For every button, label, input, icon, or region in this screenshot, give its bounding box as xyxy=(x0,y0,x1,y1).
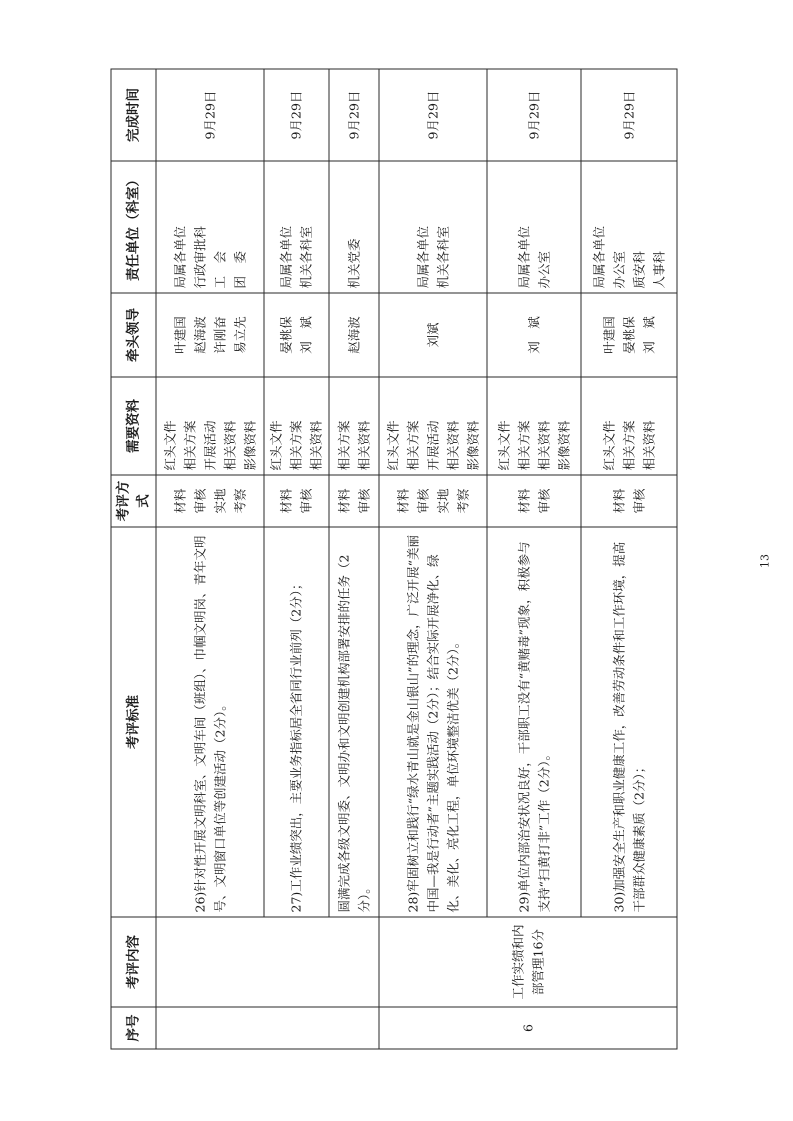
table-row xyxy=(156,69,264,1049)
time-cell: 9月29日 xyxy=(487,69,581,161)
leader-cell: 刘斌 xyxy=(379,293,487,377)
leader-cell: 刘 斌 xyxy=(487,293,581,377)
method-cell: 材料 审核 实地 考察 xyxy=(156,475,264,527)
header-materials: 需要资料 xyxy=(111,377,156,475)
unit-cell: 局属各单位 机关各科室 xyxy=(264,161,329,293)
table-row xyxy=(581,69,677,1049)
header-leader: 牵头领导 xyxy=(111,293,156,377)
standard-cell: 圆满完成各级文明委、文明办和文明创建机构部署安排的任务（2分）。 xyxy=(329,527,379,917)
unit-cell: 局属各单位 办公室 质安科 人事科 xyxy=(581,161,677,293)
method-cell: 材料 审核 实地 考察 xyxy=(379,475,487,527)
header-unit: 责任单位（科室） xyxy=(111,161,156,293)
unit-cell: 机关党委 xyxy=(329,161,379,293)
materials-cell: 红头文件 相关方案 相关资料 xyxy=(264,377,329,475)
time-cell: 9月29日 xyxy=(329,69,379,161)
standard-cell: 26)针对性开展文明科室、文明车间（班组）、巾帼文明岗、青年文明号、文明窗口单位等创建活动（2分）。 xyxy=(156,527,264,917)
standard-cell: 30)加强安全生产和职业健康工作，改善劳动条件和工作环境，提高干部群众健康素质（2分）； xyxy=(581,527,677,917)
standard-cell: 28)牢固树立和践行“绿水青山就是金山银山”的理念，广泛开展“美丽中国—我是行动者”主题实践活动（2分）；结合实际开展净化、绿化、美化、亮化工程，单位环境整洁优美（2分）。 xyxy=(379,527,487,917)
group-seq: 6 xyxy=(379,1007,677,1049)
method-cell: 材料 审核 xyxy=(264,475,329,527)
table-row xyxy=(329,69,379,1049)
header-standard: 考评标准 xyxy=(111,527,156,917)
unit-cell: 局属各单位 机关各科室 xyxy=(379,161,487,293)
table-row xyxy=(487,69,581,1049)
materials-cell: 红头文件 相关方案 相关资料 影像资料 xyxy=(487,377,581,475)
leader-cell: 赵海波 xyxy=(329,293,379,377)
time-cell: 9月29日 xyxy=(379,69,487,161)
time-cell: 9月29日 xyxy=(581,69,677,161)
header-method: 考评方式 xyxy=(111,475,156,527)
table-row xyxy=(379,69,487,1049)
materials-cell: 红头文件 相关方案 相关资料 xyxy=(581,377,677,475)
header-seq: 序号 xyxy=(111,1007,156,1049)
standard-cell: 27)工作业绩突出，主要业务指标居全省同行业前列（2分）； xyxy=(264,527,329,917)
time-cell: 9月29日 xyxy=(156,69,264,161)
materials-cell: 红头文件 相关方案 开展活动 相关资料 影像资料 xyxy=(379,377,487,475)
evaluation-table xyxy=(110,68,677,1049)
materials-cell: 红头文件 相关方案 开展活动 相关资料 影像资料 xyxy=(156,377,264,475)
standard-cell: 29)单位内部治安状况良好，干部职工没有“黄赌毒”现象，积极参与支持“扫黄打非”工作（2分）。 xyxy=(487,527,581,917)
unit-cell: 局属各单位 行政审批科 工 会 团 委 xyxy=(156,161,264,293)
group-content-upper xyxy=(156,917,379,1007)
method-cell: 材料 审核 xyxy=(581,475,677,527)
table-row xyxy=(264,69,329,1049)
unit-cell: 局属各单位 办公室 xyxy=(487,161,581,293)
group-seq-upper xyxy=(156,1007,379,1049)
leader-cell: 叶建国 晏桃保 刘 斌 xyxy=(581,293,677,377)
materials-cell: 相关方案 相关资料 xyxy=(329,377,379,475)
header-time: 完成时间 xyxy=(111,69,156,161)
method-cell: 材料 审核 xyxy=(487,475,581,527)
group-content: 工作实绩和内部管理16分 xyxy=(379,917,677,1007)
header-content: 考评内容 xyxy=(111,917,156,1007)
leader-cell: 晏桃保 刘 斌 xyxy=(264,293,329,377)
page-number: 13 xyxy=(758,553,771,568)
method-cell: 材料 审核 xyxy=(329,475,379,527)
leader-cell: 叶建国 赵海波 许刚奋 易立先 xyxy=(156,293,264,377)
time-cell: 9月29日 xyxy=(264,69,329,161)
header-row xyxy=(111,69,156,1049)
